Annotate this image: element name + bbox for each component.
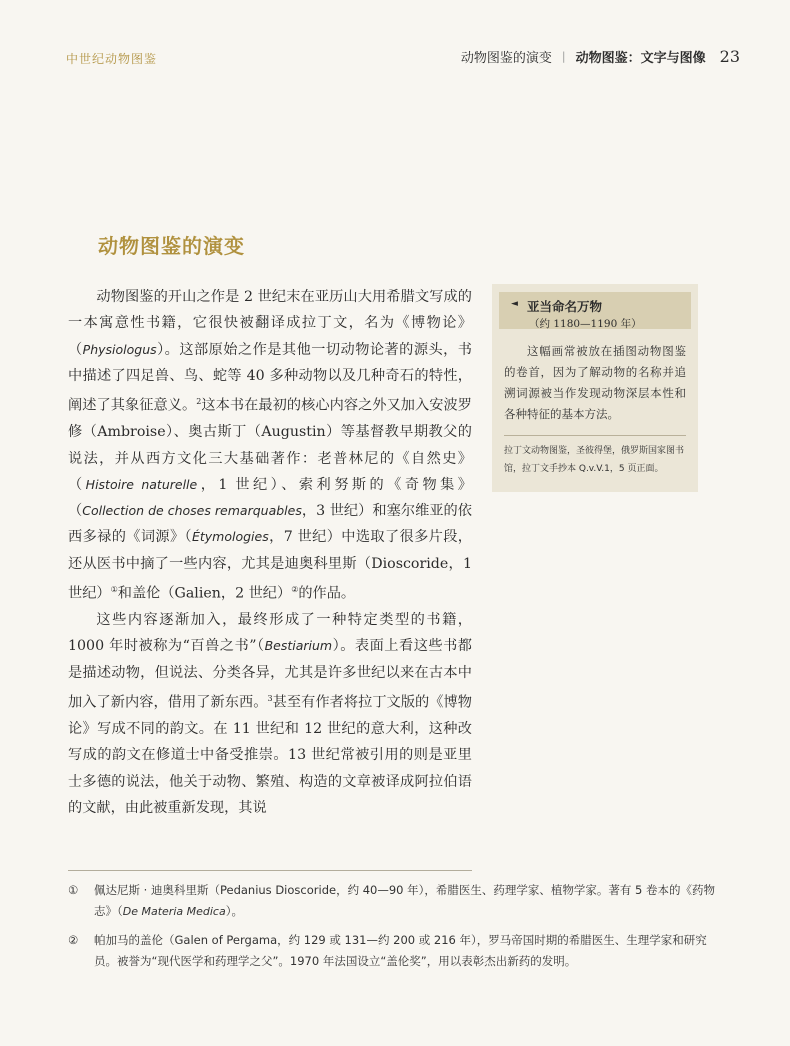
divider	[504, 435, 686, 436]
footnote-text: 佩达尼斯 · 迪奥科里斯（Pedanius Dioscoride，约 40—90 年），希腊医生、药理学家、植物学家。著有 5 卷本的《药物志》（	[94, 883, 716, 918]
footnote-marker: ②	[68, 933, 79, 947]
page-number: 23	[719, 47, 740, 66]
text-run: ）。表面上看这些书都是描述动物，但说法、分类各异，尤其是许多世纪以来在古本中加入了新内容，借用了新东西。	[68, 638, 472, 711]
sidebar-caption: 这幅画常被放在插图动物图鉴的卷首，因为了解动物的名称并追溯词源被当作发现动物深层本性和各种特征的基本方法。	[504, 344, 686, 421]
body-text	[68, 284, 472, 821]
footnote-ref: ①	[110, 585, 118, 594]
italic-title: Histoire naturelle	[85, 476, 198, 492]
footnote-text-end: ）。	[225, 904, 243, 918]
text-run: ，7 世纪）中选取了很多片段，还从医书中摘了一些内容，尤其是迪奥科里斯（Dioscoride，1 世纪）	[68, 529, 472, 602]
footnote-marker: ①	[68, 883, 79, 897]
running-header-section: 动物图鉴的演变	[460, 51, 552, 66]
text-run: ，1 世纪）、索利努斯的《奇物集》（	[68, 476, 472, 520]
sidebar-date: （约 1180—1190 年）	[529, 318, 642, 330]
text-run: ，3 世纪）和塞尔维亚的依西多禄的《词源》（	[68, 503, 472, 546]
footnote-1	[68, 880, 718, 922]
text-run: 甚至有作者将拉丁文版的《博物论》写成不同的韵文。在 11 世纪和 12 世纪的意大利，这种改写成的韵文在修道士中备受推崇。13 世纪常被引用的则是亚里士多德的说法，他关于动物、繁殖、构造的文章被译成阿拉伯语的文献，由此被重新发现，其说	[68, 694, 472, 816]
left-arrow-icon: ◄	[511, 299, 518, 309]
sidebar-header	[499, 292, 691, 329]
text-run: 这本书在最初的核心内容之外又加入安波罗修（Ambroise）、奥古斯丁（Augustin）等基督教早期教父的说法，并从西方文化三大基础著作：老普林尼的《自然史》（	[68, 397, 472, 493]
italic-title: Bestiarium	[264, 638, 333, 654]
paragraph-1	[68, 284, 472, 607]
running-header-chapter: 动物图鉴：文字与图像	[575, 51, 706, 66]
sidebar-caption-box	[492, 284, 698, 492]
footnote-italic: De Materia Medica	[122, 905, 226, 918]
paragraph-2	[68, 607, 472, 821]
running-header-right	[461, 47, 740, 66]
footnote-2	[68, 930, 718, 972]
text-run: 这些内容逐渐加入，最终形成了一种特定类型的书籍，1000 年时被称为“百兽之书”（	[68, 612, 472, 655]
text-run: 动物图鉴的开山之作是 2 世纪末在亚历山大用希腊文写成的一本寓意性书籍，它很快被翻译成拉丁文，名为《博物论》（	[68, 289, 472, 358]
section-title: 动物图鉴的演变	[98, 234, 245, 258]
sidebar-credit: 拉丁文动物图鉴，圣彼得堡，俄罗斯国家图书馆，拉丁文手抄本 Q.v.V.1，5 页正面。	[504, 446, 685, 474]
text-run: 和盖伦（Galien，2 世纪）	[117, 585, 292, 602]
text-run: 的作品。	[298, 585, 356, 602]
header-separator: |	[561, 50, 566, 63]
footnote-ref: ②	[291, 585, 299, 594]
footnote-ref: 3	[267, 693, 273, 703]
footnotes	[68, 880, 718, 980]
italic-title: Physiologus	[82, 341, 157, 357]
footnote-text: 帕加马的盖伦（Galen of Pergama，约 129 或 131—约 200 或 216 年），罗马帝国时期的希腊医生、生理学家和研究员。被誉为“现代医学和药理学之父”。1970 年法国设立“盖伦奖”，用以表彰杰出新药的发明。	[94, 933, 707, 968]
sidebar-title: 亚当命名万物	[527, 299, 603, 314]
italic-title: Collection de choses remarquables	[82, 503, 302, 519]
footnote-ref: 2	[196, 397, 202, 407]
running-header-book-title: 中世纪动物图鉴	[66, 52, 158, 66]
text-run: ）。这部原始之作是其他一切动物论著的源头，书中描述了四足兽、鸟、蛇等 40 多种动物以及几种奇石的特性，阐述了其象征意义。	[68, 341, 472, 414]
footnote-divider	[68, 870, 472, 871]
italic-title: Étymologies	[191, 529, 269, 545]
